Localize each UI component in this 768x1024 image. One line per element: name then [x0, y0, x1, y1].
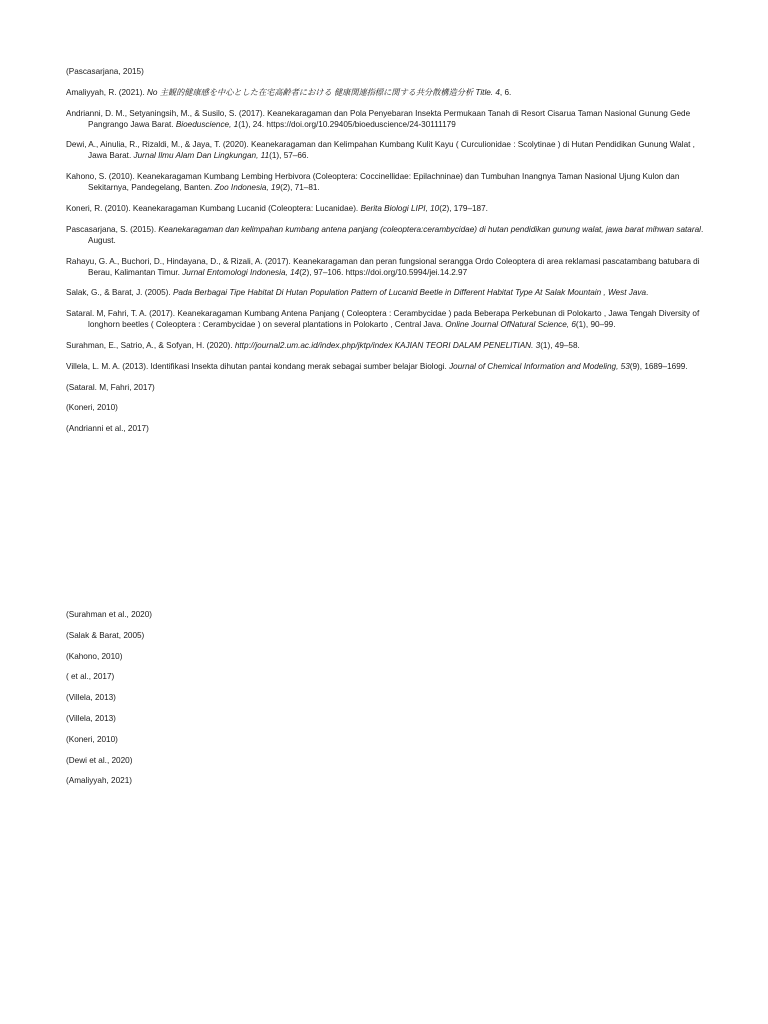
in-text-citation: (Villela, 2013): [66, 693, 116, 703]
reference-entry: Andrianni, D. M., Setyaningsih, M., & Susilo, S. (2017). Keanekaragaman dan Pola Penyebaran Insekta Permukaan Tanah di Resort Cisarua Taman Nasional Gunung Gede Pangrango Jawa Barat. Bioeduscience, 1(1), 24. https://doi.org/10.29405/bioeduscience/24-30111179: [66, 108, 691, 129]
reference-entry: Koneri, R. (2010). Keanekaragaman Kumbang Lucanid (Coleoptera: Lucanidae). Berita Biologi LIPI, 10(2), 179–187.: [66, 203, 488, 213]
in-text-citation: (Salak & Barat, 2005): [66, 630, 145, 640]
reference-section: [66, 66, 706, 434]
top-citation: (Pascasarjana, 2015): [66, 67, 144, 76]
in-text-citation: (Kahono, 2010): [66, 651, 123, 661]
in-text-citation: (Andrianni et al., 2017): [66, 424, 149, 434]
in-text-citation: (Sataral. M, Fahri, 2017): [66, 382, 155, 392]
in-text-citation: (Koneri, 2010): [66, 734, 118, 744]
reference-entry: Rahayu, G. A., Buchori, D., Hindayana, D., & Rizali, A. (2017). Keanekaragaman dan peran fungsional serangga Ordo Coleoptera di area reklamasi pascatambang batubara di Berau, Kalimantan Timur. Jurnal Entomologi Indonesia, 14(2), 97–106. https://doi.org/10.5994/jei.14.2.97: [66, 256, 700, 277]
in-text-citation: (Surahman et al., 2020): [66, 610, 153, 619]
citation-list: [66, 609, 706, 786]
reference-entry: Sataral. M, Fahri, T. A. (2017). Keanekaragaman Kumbang Antena Panjang ( Coleoptera : Cerambycidae ) pada Beberapa Perkebunan di Polokarto , Jawa Tengah Diversity of longhorn beetles ( Coleoptera : Cerambycidae ) on several plantations in Polokarto , Central Java. Online Journal OfNatural Science, 6(1), 90–99.: [66, 309, 700, 330]
reference-entry: Salak, G., & Barat, J. (2005). Pada Berbagai Tipe Habitat Di Hutan Population Pattern of Lucanid Beetle in Different Habitat Type At Salak Mountain , West Java.: [66, 288, 649, 298]
in-text-citation: ( et al., 2017): [66, 672, 115, 682]
in-text-citation: (Amaliyyah, 2021): [66, 776, 132, 786]
reference-entry: Pascasarjana, S. (2015). Keanekaragaman dan kelimpahan kumbang antena panjang (coleoptera:cerambycidae) di hutan pendidikan gunung walat, jawa barat mihwan sataral. August.: [66, 224, 704, 245]
reference-entry: Villela, L. M. A. (2013). Identifikasi Insekta dihutan pantai kondang merak sebagai sumber belajar Biologi. Journal of Chemical Information and Modeling, 53(9), 1689–1699.: [66, 361, 688, 371]
in-text-citation: (Koneri, 2010): [66, 403, 118, 413]
in-text-citation: (Dewi et al., 2020): [66, 755, 133, 765]
reference-entry: Amaliyyah, R. (2021). No 主観的健康感を中心とした在宅高齢者における 健康関連指標に関する共分散構造分析 Title. 4, 6.: [66, 87, 512, 97]
reference-entry: Kahono, S. (2010). Keanekaragaman Kumbang Lembing Herbivora (Coleoptera: Coccinellidae: Epilachninae) dan Tumbuhan Inangnya Taman Nasional Ujung Kulon dan Sekitarnya, Pandegelang, Banten. Zoo Indonesia, 19(2), 71–81.: [66, 172, 680, 193]
in-text-citation: (Villela, 2013): [66, 713, 116, 723]
reference-entry: Surahman, E., Satrio, A., & Sofyan, H. (2020). http://journal2.um.ac.id/index.php/jktp/index KAJIAN TEORI DALAM PENELITIAN. 3(1), 49–58.: [66, 340, 580, 350]
reference-entry: Dewi, A., Ainulia, R., Rizaldi, M., & Jaya, T. (2020). Keanekaragaman dan Kelimpahan Kumbang Kulit Kayu ( Curculionidae : Scolytinae ) di Hutan Pendidikan Gunung Walat , Jawa Barat. Jurnal Ilmu Alam Dan Lingkungan, 11(1), 57–66.: [66, 140, 695, 161]
